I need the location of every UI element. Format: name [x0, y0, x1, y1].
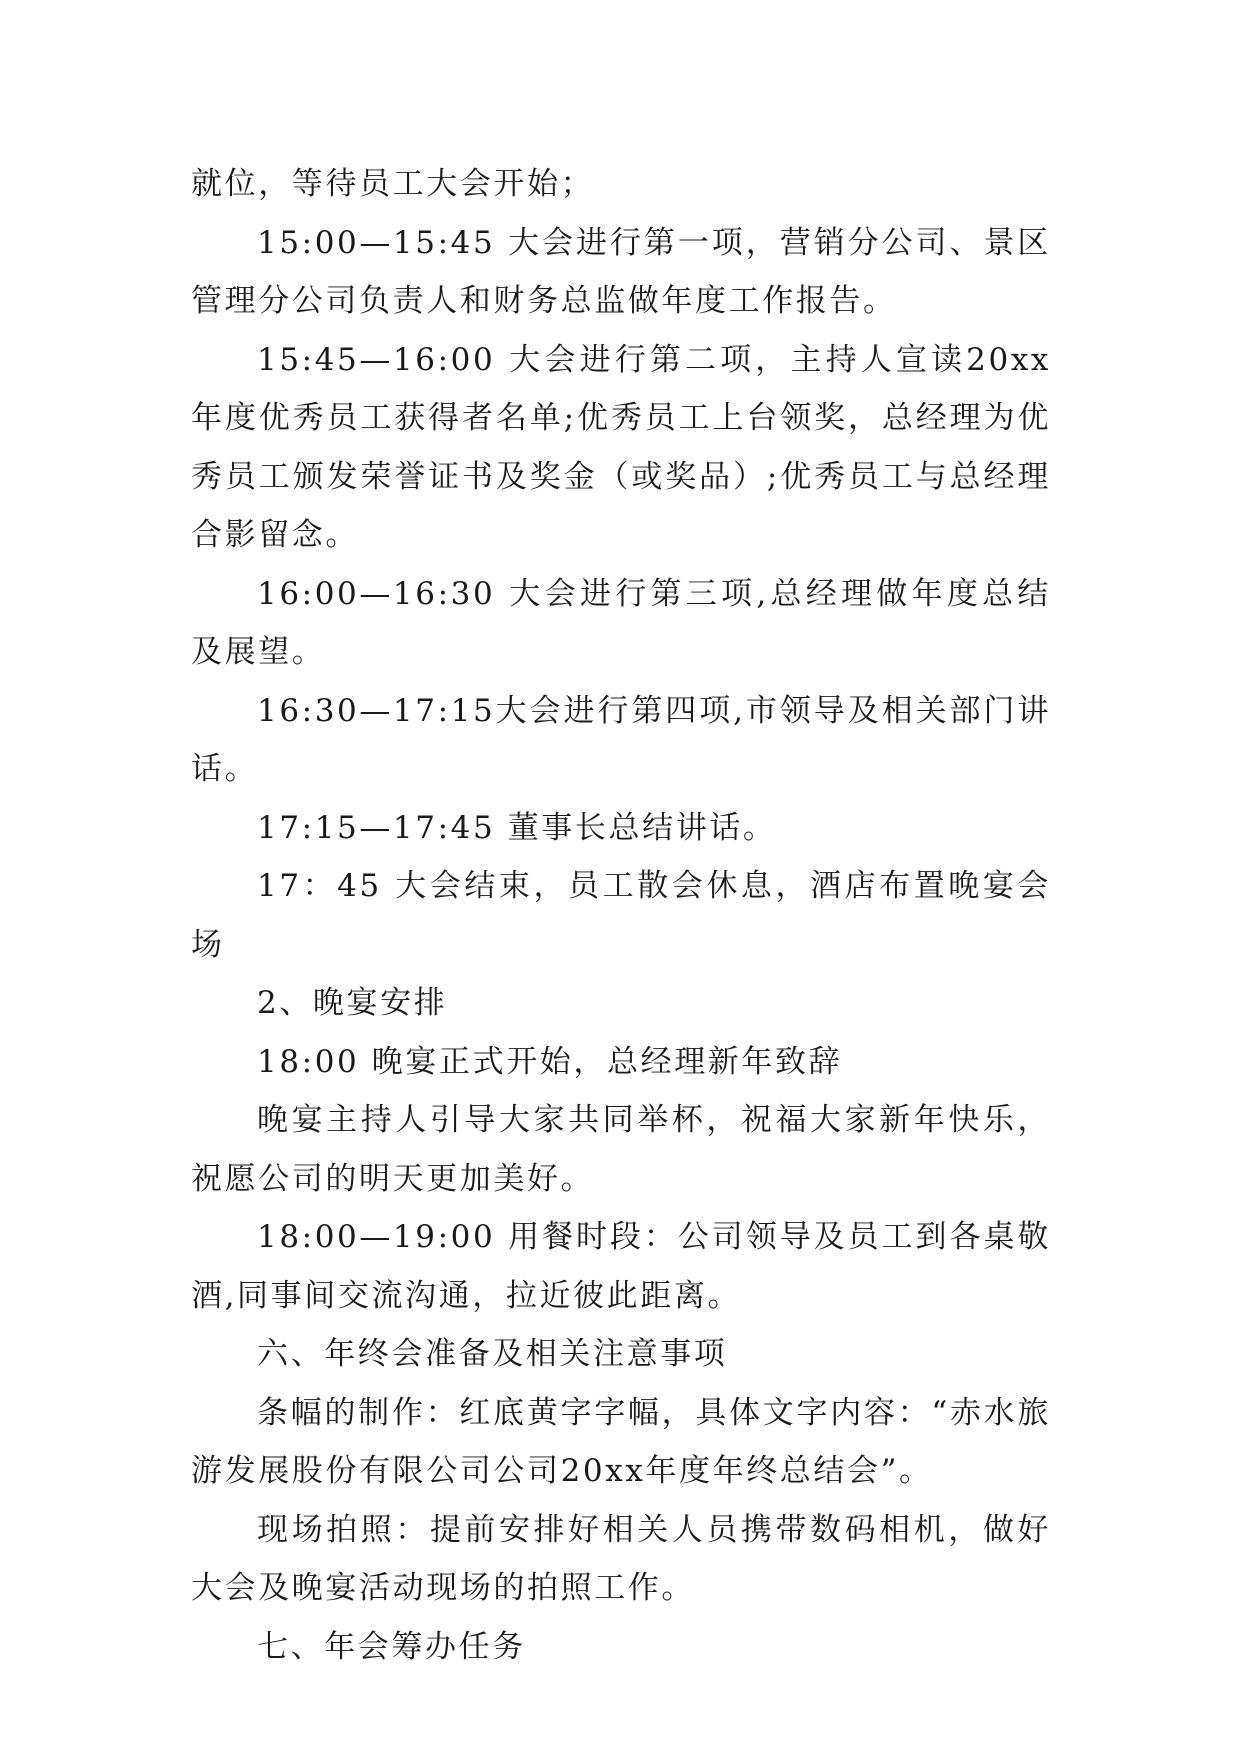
paragraph: 15:00—15:45 大会进行第一项，营销分公司、景区管理分公司负责人和财务总监做年度工作报告。	[191, 224, 1051, 319]
section-heading: 2、晚宴安排	[257, 985, 448, 1021]
paragraph: 17:15—17:45 董事长总结讲话。	[257, 809, 777, 846]
paragraph: 17：45 大会结束，员工散会休息，酒店布置晚宴会场	[191, 868, 1051, 963]
section-heading: 七、年会筹办任务	[257, 1628, 526, 1665]
paragraph: 现场拍照：提前安排好相关人员携带数码相机，做好大会及晚宴活动现场的拍照工作。	[191, 1511, 1051, 1606]
paragraph: 条幅的制作：红底黄字字幅，具体文字内容：“赤水旅游发展股份有限公司公司20xx年度年终总结会”。	[191, 1394, 1051, 1489]
paragraph: 16:30—17:15大会进行第四项,市领导及相关部门讲话。	[191, 692, 1051, 787]
paragraph: 18:00—19:00 用餐时段：公司领导及员工到各桌敬酒,同事间交流沟通，拉近彼此距离。	[191, 1219, 1051, 1314]
paragraph: 晚宴主持人引导大家共同举杯，祝福大家新年快乐，祝愿公司的明天更加美好。	[191, 1102, 1051, 1197]
document-body	[191, 155, 1051, 1676]
paragraph: 就位，等待员工大会开始；	[191, 166, 595, 202]
section-heading: 六、年终会准备及相关注意事项	[257, 1336, 728, 1372]
paragraph: 18:00 晚宴正式开始，总经理新年致辞	[257, 1043, 843, 1080]
paragraph: 15:45—16:00 大会进行第二项，主持人宣读20xx年度优秀员工获得者名单;优秀员工上台领奖，总经理为优秀员工颁发荣誉证书及奖金（或奖品）;优秀员工与总经理合影留念。	[191, 341, 1051, 553]
paragraph: 16:00—16:30 大会进行第三项,总经理做年度总结及展望。	[191, 575, 1051, 670]
